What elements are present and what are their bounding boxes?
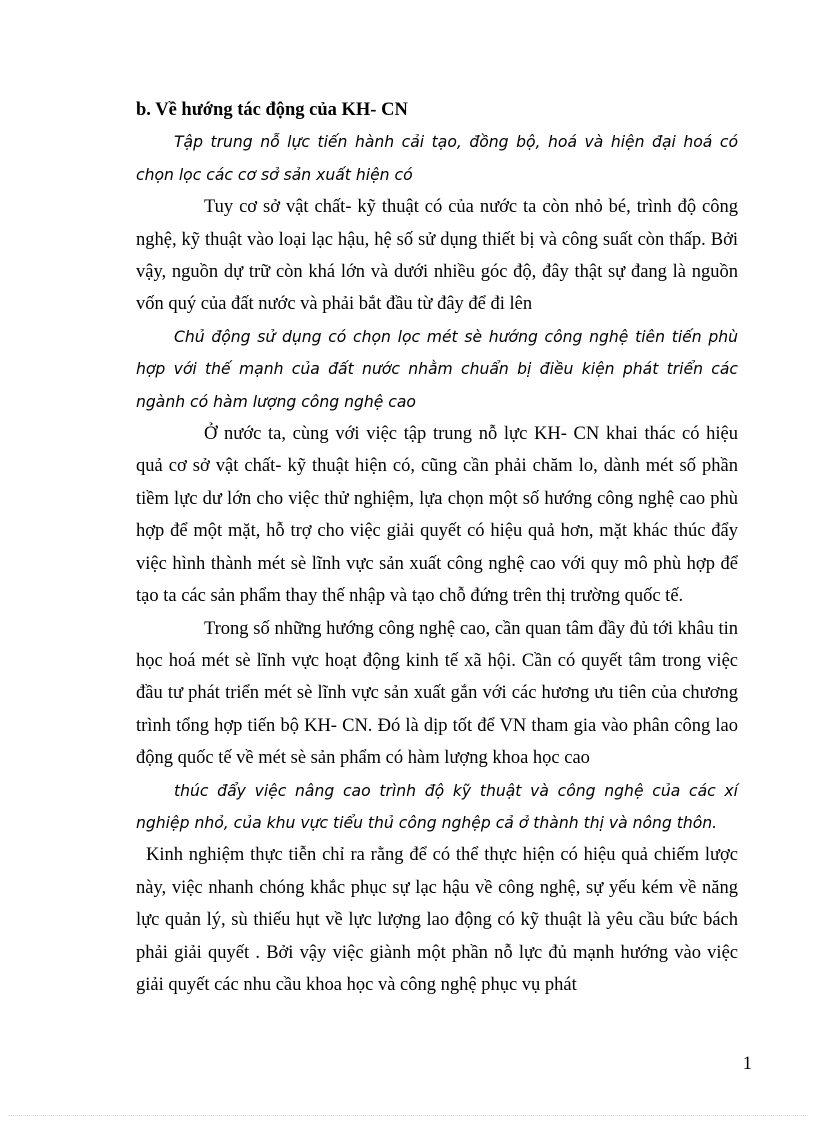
italic-paragraph-technology-selection: Chủ động sử dụng có chọn lọc mét sè hướng công nghệ tiên tiến phù hợp với thế mạnh của đất nước nhằm chuẩn bị điều kiện phát triển các ngành có hàm lượng công nghệ cao: [136, 327, 738, 411]
page-content: [136, 94, 738, 1001]
italic-paragraph-modernization: Tập trung nỗ lực tiến hành cải tạo, đồng bộ, hoá và hiện đại hoá có chọn lọc các cơ sở sản xuất hiện có: [136, 133, 738, 184]
paragraph-infrastructure: Tuy cơ sở vật chất- kỹ thuật có của nước ta còn nhỏ bé, trình độ công nghệ, kỹ thuật vào loại lạc hậu, hệ số sử dụng thiết bị và công suất còn thấp. Bởi vậy, nguồn dự trữ còn khá lớn và dưới nhiều góc độ, đây thật sự đang là nguồn vốn quý của đất nước và phải bắt đầu từ đây để đi lên: [136, 197, 738, 315]
italic-paragraph-small-enterprises: thúc đẩy việc nâng cao trình độ kỹ thuật và công nghệ của các xí nghiệp nhỏ, của khu vực tiểu thủ công nghệp cả ở thành thị và nông thôn.: [136, 781, 738, 832]
paragraph-practical-experience: Kinh nghiệm thực tiễn chỉ ra rằng để có thể thực hiện có hiệu quả chiếm lược này, việc nhanh chóng khắc phục sự lạc hậu về công nghệ, sự yếu kém về năng lực quản lý, sù thiếu hụt về lực lượng lao động có kỹ thuật là yêu cầu bức bách phải giải quyết . Bởi vậy việc giành một phần nỗ lực đủ mạnh hướng vào việc giải quyết các nhu cầu khoa học và công nghệ phục vụ phát: [136, 845, 738, 995]
page-number: 1: [742, 1054, 752, 1074]
section-heading: b. Về hướng tác động của KH- CN: [136, 100, 408, 120]
page-bottom-divider: [8, 1115, 808, 1116]
paragraph-vietnam-technology: Ở nước ta, cùng với việc tập trung nỗ lực KH- CN khai thác có hiệu quả cơ sở vật chất- kỹ thuật hiện có, cũng cần phải chăm lo, dành mét số phần tiềm lực dư lớn cho việc thử nghiệm, lựa chọn một số hướng công nghệ cao phù hợp để một mặt, hỗ trợ cho việc giải quyết có hiệu quả hơn, mặt khác thúc đẩy việc hình thành mét sè lĩnh vực sản xuất công nghệ cao với quy mô phù hợp để tạo ta các sản phẩm thay thế nhập và tạo chỗ đứng trên thị trường quốc tế.: [136, 424, 738, 607]
paragraph-high-technology: Trong số những hướng công nghệ cao, cần quan tâm đầy đủ tới khâu tin học hoá mét sè lĩnh vực hoạt động kinh tế xã hội. Cần có quyết tâm trong việc đầu tư phát triển mét sè lĩnh vực sản xuất gắn với các hương ưu tiên của chương trình tổng hợp tiến bộ KH- CN. Đó là dịp tốt để VN tham gia vào phân công lao động quốc tế về mét sè sản phẩm có hàm lượng khoa học cao: [136, 618, 738, 769]
